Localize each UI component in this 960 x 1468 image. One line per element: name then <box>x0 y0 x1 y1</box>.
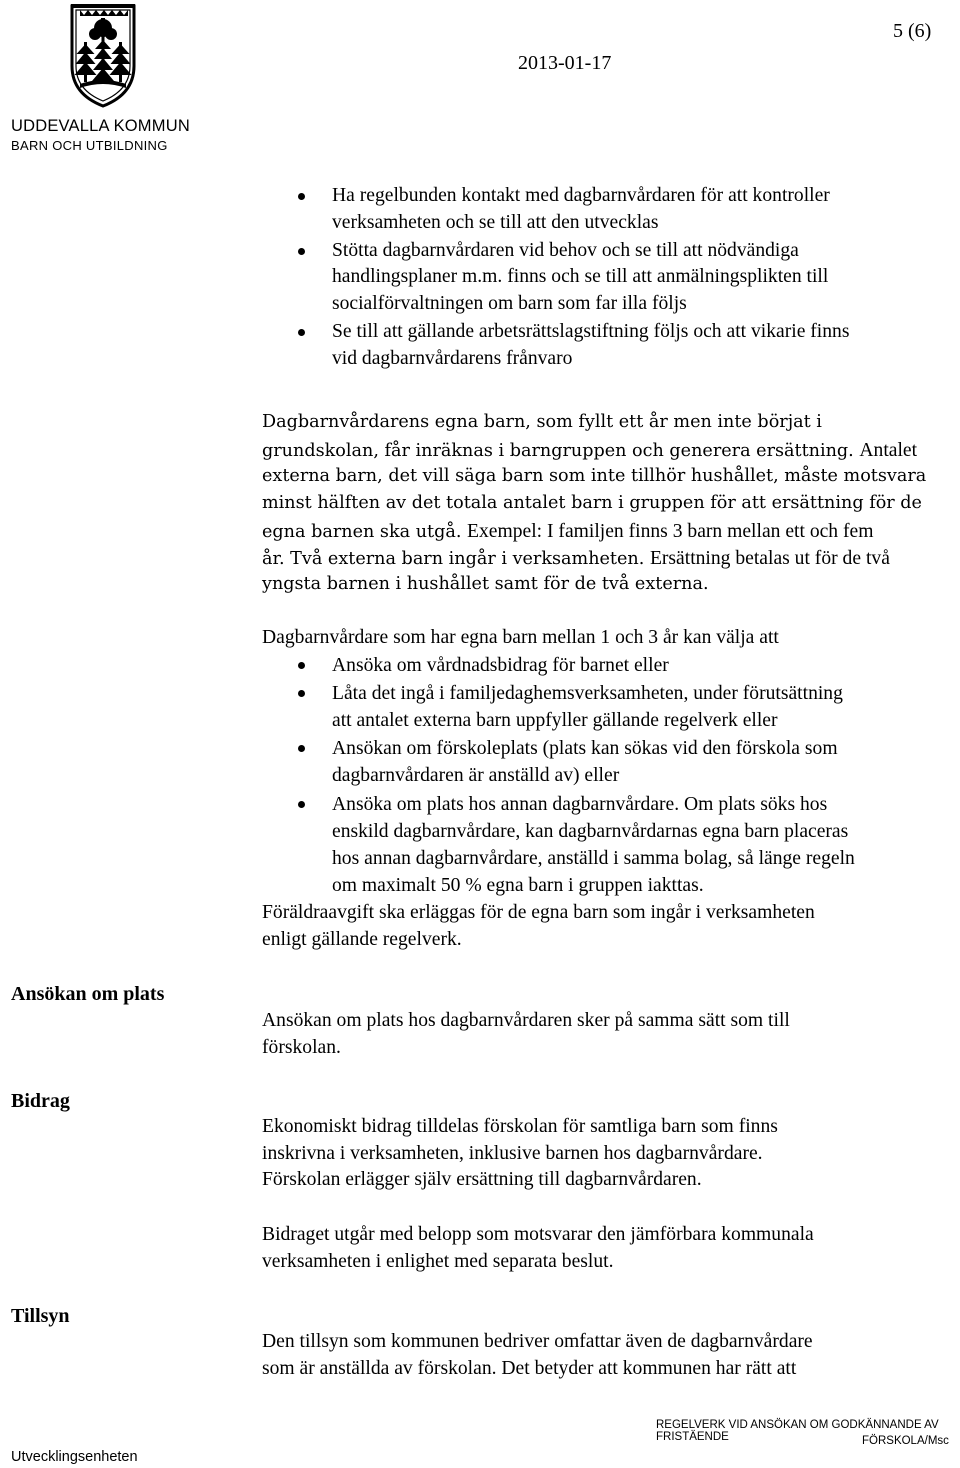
paragraph-line: enligt gällande regelverk. <box>262 929 462 950</box>
bullet-icon <box>298 329 305 336</box>
footer-doc-title: REGELVERK VID ANSÖKAN OM GODKÄNNANDE AV FRISTÄENDE <box>656 1419 939 1443</box>
section-line: Bidraget utgår med belopp som motsvarar den jämförbara kommunala <box>262 1224 814 1245</box>
org-department: BARN OCH UTBILDNING <box>11 138 168 153</box>
section-heading-tillsyn: Tillsyn <box>11 1305 70 1327</box>
paragraph-line: Föräldraavgift ska erläggas för de egna barn som ingår i verksamheten <box>262 902 815 923</box>
section-line: Ansökan om plats hos dagbarnvårdaren sker på samma sätt som till <box>262 1010 790 1031</box>
paragraph-line-tail: Antalet <box>859 440 918 461</box>
section-line: verksamheten i enlighet med separata beslut. <box>262 1251 614 1272</box>
list-item-line: socialförvaltningen om barn som far illa följs <box>332 293 687 314</box>
list-item-line: Låta det ingå i familjedaghemsverksamheten, under förutsättning <box>332 683 843 704</box>
list-item-line: vid dagbarnvårdarens frånvaro <box>332 348 573 369</box>
list-item-line: om maximalt 50 % egna barn i gruppen iakttas. <box>332 875 704 896</box>
paragraph-line: externa barn, det vill säga barn som inte tillhör hushållet, måste motsvara <box>262 466 927 486</box>
list-item-line: Stötta dagbarnvårdaren vid behov och se till att nödvändiga <box>332 240 799 261</box>
page-number: 5 (6) <box>893 20 932 42</box>
list-item-line: verksamheten och se till att den utvecklas <box>332 212 659 233</box>
list-item-line: Ha regelbunden kontakt med dagbarnvårdaren för att kontroller <box>332 185 830 206</box>
coat-of-arms-icon <box>66 4 140 108</box>
paragraph-line <box>262 549 890 569</box>
bullet-icon <box>298 248 305 255</box>
bullet-icon <box>298 745 305 752</box>
section-line: inskrivna i verksamheten, inklusive barnen hos dagbarnvårdare. <box>262 1143 763 1164</box>
paragraph-line: yngsta barnen i hushållet samt för de två externa. <box>262 574 709 594</box>
bullet-icon <box>298 690 305 697</box>
paragraph-line-tail: Ersättning betalas ut för de två <box>649 548 890 569</box>
paragraph-line-text: egna barnen ska utgå. <box>262 522 462 542</box>
bullet-icon <box>298 801 305 808</box>
paragraph-line: Dagbarnvårdarens egna barn, som fyllt ett år men inte börjat i <box>262 412 822 432</box>
footer-unit: Utvecklingsenheten <box>11 1449 138 1465</box>
paragraph-line-tail: Exempel: I familjen finns 3 barn mellan ett och fem <box>467 521 874 542</box>
list-item-line: Ansöka om plats hos annan dagbarnvårdare. Om plats söks hos <box>332 794 828 815</box>
section-line: Den tillsyn som kommunen bedriver omfattar även de dagbarnvårdare <box>262 1331 813 1352</box>
list-item-line: Ansökan om förskoleplats (plats kan sökas vid den förskola som <box>332 738 838 759</box>
paragraph-line-text: grundskolan, får inräknas i barngruppen och generera ersättning. <box>262 441 854 461</box>
list-item-line: Se till att gällande arbetsrättslagstiftning följs och att vikarie finns <box>332 321 850 342</box>
paragraph-line <box>262 441 917 461</box>
bullet-icon <box>298 662 305 669</box>
paragraph-line <box>262 522 873 542</box>
section-heading-ansokan: Ansökan om plats <box>11 983 165 1005</box>
section-line: som är anställda av förskolan. Det betyder att kommunen har rätt att <box>262 1358 797 1379</box>
paragraph-line-text: Två externa barn ingår i verksamheten. <box>290 549 645 569</box>
footer-doc-title-cont: FÖRSKOLA/Msc <box>862 1435 949 1447</box>
bullet-icon <box>298 193 305 200</box>
section-heading-bidrag: Bidrag <box>11 1090 70 1112</box>
org-name: UDDEVALLA KOMMUN <box>11 117 190 135</box>
list-item-line: dagbarnvårdaren är anställd av) eller <box>332 765 620 786</box>
document-date: 2013-01-17 <box>518 52 612 74</box>
section-line: Ekonomiskt bidrag tilldelas förskolan för samtliga barn som finns <box>262 1116 778 1137</box>
paragraph-line-text: år. <box>262 549 285 569</box>
list-item-line: Ansöka om vårdnadsbidrag för barnet eller <box>332 655 669 676</box>
section-line: Förskolan erlägger själv ersättning till dagbarnvårdaren. <box>262 1169 702 1190</box>
list-item-line: handlingsplaner m.m. finns och se till att anmälningsplikten till <box>332 266 829 287</box>
list-item-line: hos annan dagbarnvårdare, anställd i samma bolag, så länge regeln <box>332 848 855 869</box>
list-item-line: enskild dagbarnvårdare, kan dagbarnvårdarnas egna barn placeras <box>332 821 849 842</box>
paragraph-intro: Dagbarnvårdare som har egna barn mellan 1 och 3 år kan välja att <box>262 627 779 648</box>
list-item-line: att antalet externa barn uppfyller gällande regelverk eller <box>332 710 778 731</box>
section-line: förskolan. <box>262 1037 341 1058</box>
paragraph-line: minst hälften av det totala antalet barn i gruppen för att ersättning för de <box>262 493 922 513</box>
